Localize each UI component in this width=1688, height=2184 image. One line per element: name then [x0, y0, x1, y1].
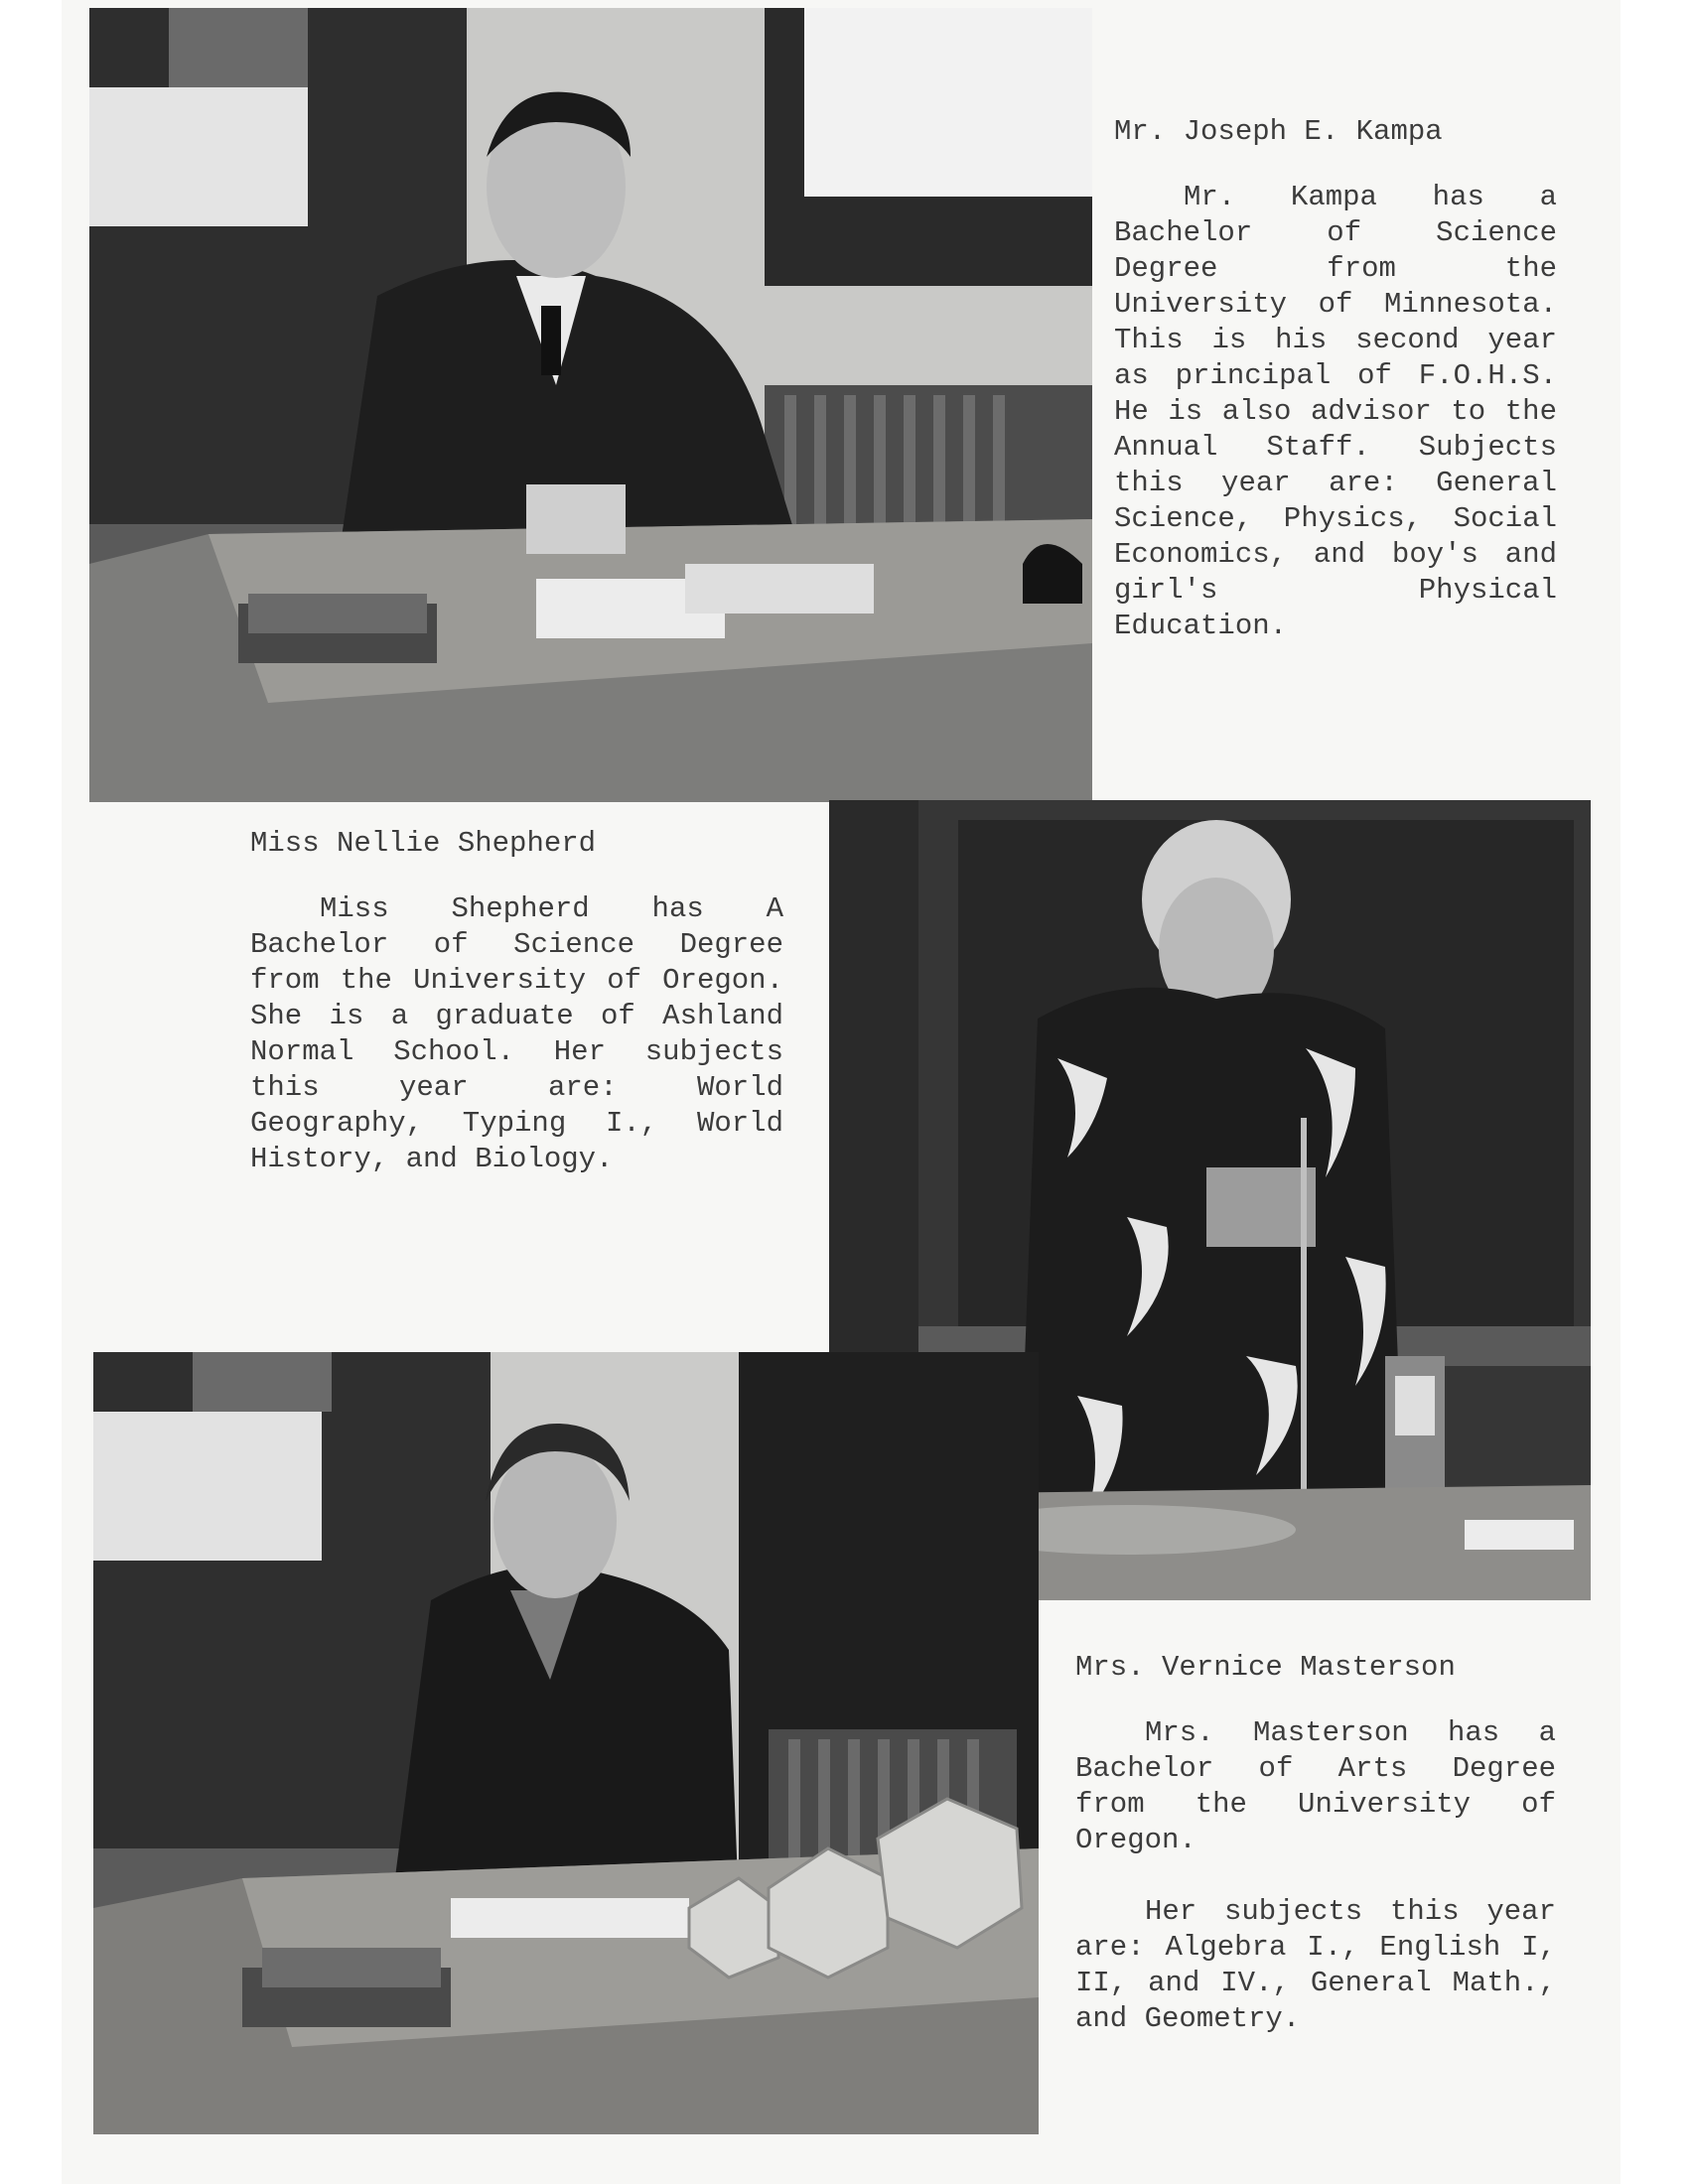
caption-joseph-kampa — [1114, 114, 1557, 644]
teacher-name: Mr. Joseph E. Kampa — [1114, 115, 1443, 148]
teacher-name: Mrs. Vernice Masterson — [1075, 1651, 1456, 1684]
teacher-subjects: Her subjects this year are: Algebra I., English I, II, and IV., General Math., and Geometry. — [1075, 1895, 1556, 2035]
photo-joseph-kampa — [89, 8, 1092, 802]
teacher-bio: Mr. Kampa has a Bachelor of Science Degree from the University of Minnesota. This is his second year as principal of F.O.H.S. He is also advisor to the Annual Staff. Subjects this year are: General Science, Physics, Social Economics, and boy's and girl's Physical Education. — [1114, 181, 1557, 642]
caption-vernice-masterson — [1075, 1650, 1556, 2037]
yearbook-page — [62, 0, 1620, 2184]
teacher-bio: Mrs. Masterson has a Bachelor of Arts Degree from the University of Oregon. — [1075, 1716, 1556, 1856]
teacher-name: Miss Nellie Shepherd — [250, 827, 597, 860]
photo-vernice-masterson — [93, 1352, 1039, 2134]
teacher-bio: Miss Shepherd has A Bachelor of Science Degree from the University of Oregon. She is a graduate of Ashland Normal School. Her subjects this year are: World Geography, Typing I., World History, and Biology. — [250, 892, 783, 1175]
caption-nellie-shepherd — [250, 826, 783, 1177]
